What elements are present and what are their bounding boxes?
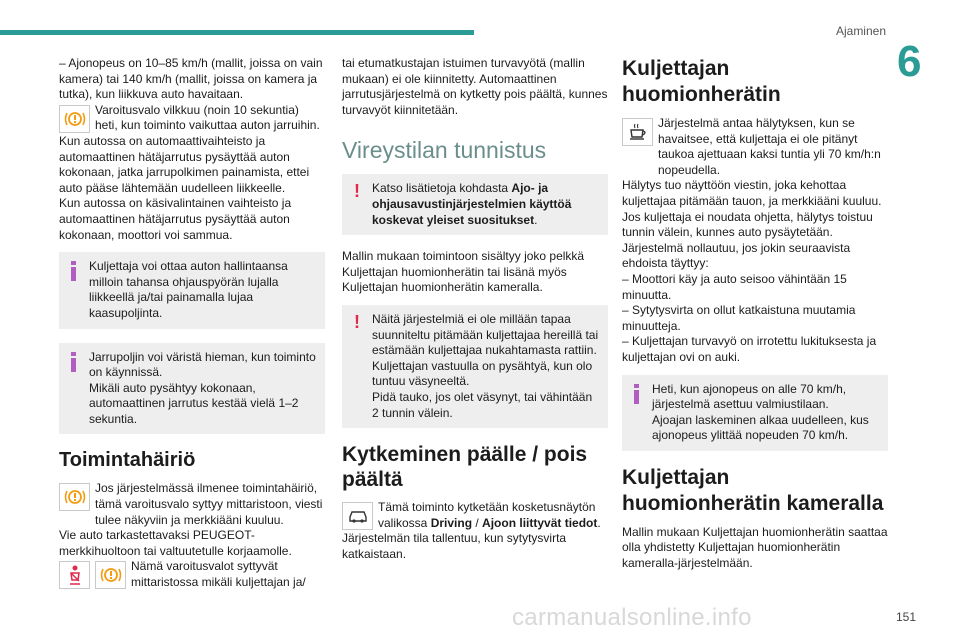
paragraph: Kun autossa on automaattivaihteisto ja automaattinen hätäjarrutus pysäyttää auton kokonaan, jatka jarrupolkimen painamista, ettei auto pääse lähtemään uudelleen liikkeelle. [59,133,310,195]
column-middle [342,56,608,562]
chapter-number: 6 [897,37,922,86]
info-note [59,343,325,435]
icon-text: Järjestelmä antaa hälytyksen, kun se havaitsee, että kuljettaja ei ole pitänyt taukoa ajettuaan kaksi tuntia yli 70 km/h:n nopeudella. [658,116,881,177]
paragraph: Jos kuljettaja ei noudata ohjetta, hälytys toistuu tunnin välein, kunnes auto pysäytetään. [622,209,873,240]
list-item: – Sytytysvirta on ollut katkaistuna muutamia minuutteja. [622,303,856,333]
watermark: carmanualsonline.info [512,604,752,631]
icon-paragraph [59,103,325,134]
list-item: – Kuljettajan turvavyö on irrotettu lukituksesta ja kuljettajan ovi on auki. [622,334,877,364]
icon-paragraph [59,481,325,528]
note-text: Mikäli auto pysähtyy kokonaan, automaattinen jarrutus kestää vielä 1–2 sekuntia. [89,380,299,426]
icon-paragraph [342,500,608,531]
warning-note [342,305,608,428]
paragraph: Mallin mukaan toimintoon sisältyy joko pelkkä Kuljettajan huomionherätin tai lisänä myös Kuljettajan huomionherätin kameralla. [342,249,585,295]
note-text: Heti, kun ajonopeus on alle 70 km/h, järjestelmä asettuu valmiustilaan. [652,381,847,412]
warning-exclamation-icon: ! [354,181,360,202]
paragraph: Hälytys tuo näyttöön viestin, joka kehottaa kuljettajaa pitämään tauon, ja merkkiääni kuuluu. [622,178,882,208]
heading-vireystila: Vireystilan tunnistus [342,137,547,164]
icon-text: Jos järjestelmässä ilmenee toimintahäiriö, tämä varoitusvalo syttyy mittaristoon, viesti tulee näkyviin ja merkkiääni kuuluu. [95,481,323,527]
info-note [59,252,325,328]
icon-text-line: Varoitusvalo vilkkuu (noin 10 sekuntia) [95,102,299,117]
icon-paragraph [622,116,888,178]
info-icon [632,384,641,404]
brake-warning-icon [95,561,126,589]
icon-text-rest: heti, kun toiminto vaikuttaa auton jarruihin. [95,118,320,133]
paragraph: Järjestelmä nollautuu, jos jokin seuraavista ehdoista täyttyy: [622,240,851,271]
page-number: 151 [895,610,916,624]
note-text: Jarrupoljin voi väristä hieman, kun toiminto on käynnissä. [89,349,316,380]
paragraph: Mallin mukaan Kuljettajan huomionherätin saattaa olla yhdistetty Kuljettajan huomionherätin kameralla-järjestelmään. [622,524,888,571]
section-title: Ajaminen [835,24,886,38]
note-text: Pidä tauko, jos olet väsynyt, tai vähintään 2 tunnin välein. [372,389,593,420]
heading-huomionheratin: Kuljettajan huomionherätin [622,57,781,106]
heading-malfunction: Toimintahäiriö [59,449,196,472]
note-text: Katso lisätietoja kohdasta Ajo- ja ohjausavustinjärjestelmien käyttöä koskevat yleiset suositukset. [372,181,572,227]
list-item: – Moottori käy ja auto seisoo vähintään 15 minuutta. [622,271,847,302]
paragraph: – Ajonopeus on 10–85 km/h (mallit, joissa on vain kamera) tai 140 km/h (mallit, joissa on kamera ja tutka), kun liikkuva auto havaitaan. [59,56,323,102]
icon-text: Nämä varoitusvalot syttyvät mittaristossa mikäli kuljettajan ja/ [131,559,306,590]
info-note [622,375,888,451]
coffee-cup-icon [622,118,653,146]
paragraph: Kun autossa on käsivalintainen vaihteisto ja automaattinen hätäjarrutus pysäyttää auton kokonaan, moottori voi sammua. [59,196,292,242]
warning-note [342,174,608,235]
column-right [622,56,888,572]
paragraph: tai etumatkustajan istuimen turvavyötä (mallin mukaan) ei ole kiinnitetty. Automaattinen jarrutusjärjestelmä on kytketty pois päältä, kunnes turvavyöt kiinnitetään. [342,56,608,117]
column-left [59,56,325,591]
icon-text: Tämä toiminto kytketään kosketusnäytön valikossa Driving / Ajoon liittyvät tiedot. [378,500,601,530]
note-text: Kuljettaja voi ottaa auton hallintaansa milloin tahansa ohjauspyörän lujalla liikkeellä ja/tai painamalla lujaa kaasupoljinta. [89,259,288,320]
info-icon [69,352,78,372]
info-icon [69,261,78,281]
car-icon [342,502,373,530]
paragraph: Vie auto tarkastettavaksi PEUGEOT-merkkihuoltoon tai valtuutetulle korjaamolle. [59,528,292,558]
paragraph: Järjestelmän tila tallentuu, kun sytytysvirta katkaistaan. [342,531,567,561]
note-text: Näitä järjestelmiä ei ole millään tapaa suunniteltu pitämään kuljettajaa hereillä tai estämään kuljettajaa nukahtamasta rattiin. Kuljettajan vastuulla on pysähtyä, kun olo tuntuu väsyneeltä. [372,311,599,389]
warning-exclamation-icon: ! [354,311,360,332]
warning-light-icon [59,483,90,511]
icon-paragraph [59,559,325,590]
warning-light-icon [59,105,90,133]
heading-kameralla: Kuljettajan huomionherätin kameralla [622,465,884,515]
note-text: Ajoajan laskeminen alkaa uudelleen, kus ajonopeus ylittää nopeuden 70 km/h. [652,412,869,443]
top-accent-bar [0,30,474,35]
seatbelt-warning-icon [59,561,90,589]
heading-kytkeminen: Kytkeminen päälle / pois päältä [342,443,588,492]
